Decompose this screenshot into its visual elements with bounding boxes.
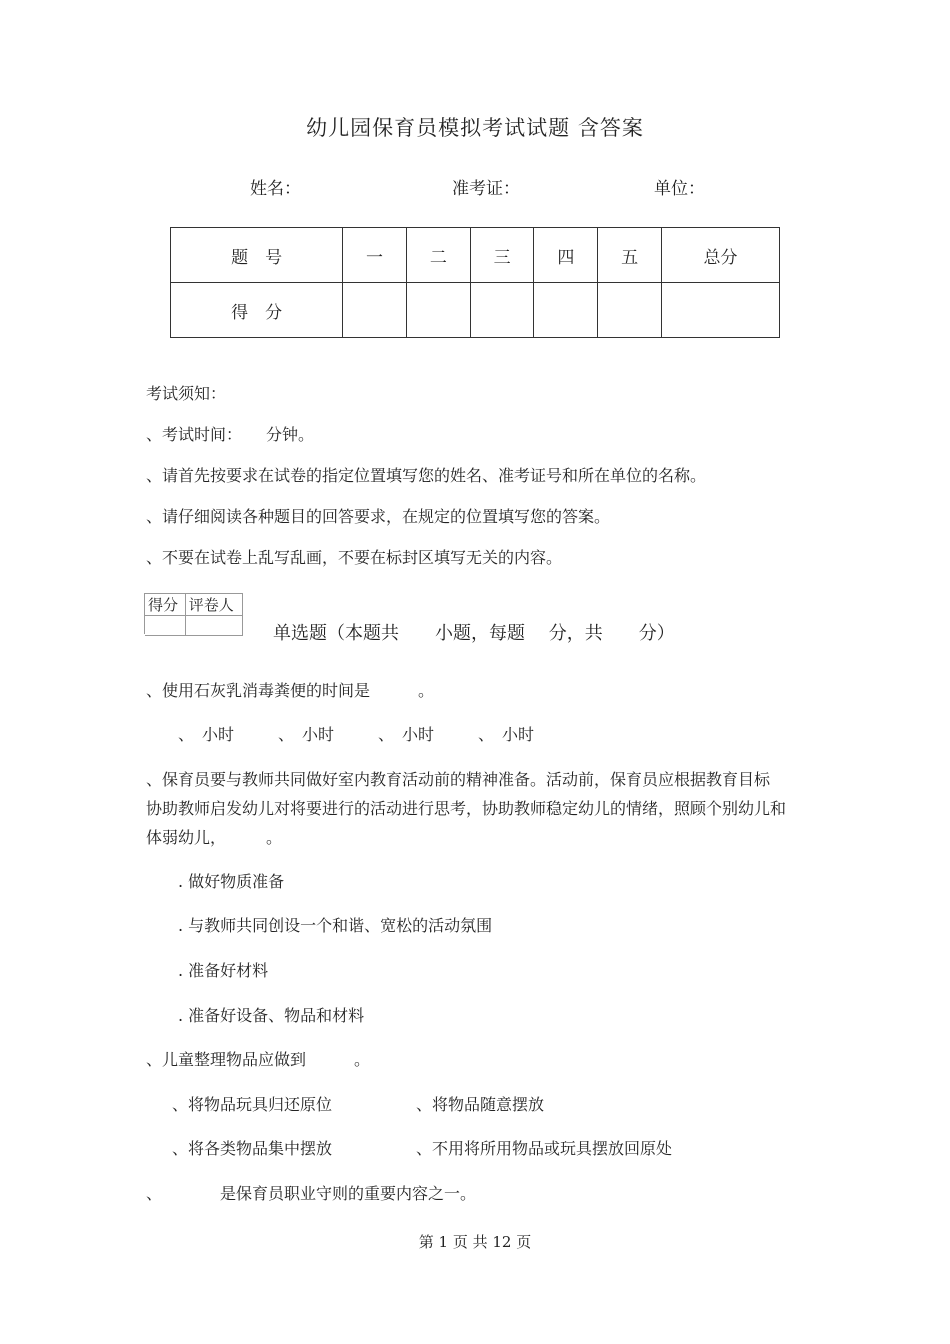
- question-2-option: . 与教师共同创设一个和谐、宽松的活动氛围: [178, 916, 493, 935]
- question-1-option: 、 小时: [178, 725, 235, 744]
- notice-item: 、请首先按要求在试卷的指定位置填写您的姓名、准考证号和所在单位的名称。: [146, 466, 707, 485]
- score-cell[interactable]: [406, 283, 470, 338]
- header-cell: 一: [343, 228, 407, 283]
- grader-box-score-label: 得分: [145, 594, 185, 616]
- ticket-label: 准考证：: [452, 179, 520, 199]
- notice-item: 、不要在试卷上乱写乱画，不要在标封区填写无关的内容。: [146, 548, 563, 567]
- question-2-stem-line: 体弱幼儿， 。: [146, 828, 283, 847]
- score-cell[interactable]: [343, 283, 407, 338]
- header-cell: 二: [406, 228, 470, 283]
- name-label: 姓名：: [250, 179, 301, 199]
- question-4-prefix: 、: [146, 1184, 163, 1203]
- question-2-option: . 准备好材料: [178, 961, 269, 980]
- notice-item: 、考试时间： 分钟。: [146, 425, 315, 444]
- question-2-stem-line: 、保育员要与教师共同做好室内教育活动前的精神准备。活动前，保育员应根据教育目标: [146, 770, 771, 789]
- section-title: 单选题（本题共 小题，每题 分，共 分）: [273, 623, 675, 644]
- notice-item: 、请仔细阅读各种题目的回答要求，在规定的位置填写您的答案。: [146, 507, 611, 526]
- grader-box: [144, 593, 243, 634]
- score-table: [170, 227, 780, 338]
- question-1-option: 、 小时: [378, 725, 435, 744]
- question-2-option: . 准备好设备、物品和材料: [178, 1006, 365, 1025]
- question-1-option: 、 小时: [478, 725, 535, 744]
- header-cell: 总分: [662, 228, 780, 283]
- header-cell: 三: [470, 228, 534, 283]
- score-table-header-row: [171, 228, 780, 283]
- score-cell[interactable]: [534, 283, 598, 338]
- grader-box-grader-cell[interactable]: [185, 616, 242, 636]
- question-3-option: 、不用将所用物品或玩具摆放回原处: [416, 1139, 673, 1158]
- page-footer: 第 1 页 共 12 页: [418, 1233, 532, 1251]
- document-title: 幼儿园保育员模拟考试试题 含答案: [306, 116, 644, 140]
- score-cell[interactable]: [662, 283, 780, 338]
- score-cell[interactable]: [598, 283, 662, 338]
- question-2-option: . 做好物质准备: [178, 872, 285, 891]
- question-4-stem: 是保育员职业守则的重要内容之一。: [220, 1184, 477, 1203]
- score-table-score-row: [171, 283, 780, 338]
- question-3-option: 、将各类物品集中摆放: [172, 1139, 333, 1158]
- question-1-option: 、 小时: [278, 725, 335, 744]
- header-cell: 题 号: [171, 228, 343, 283]
- grader-box-score-cell[interactable]: [145, 616, 185, 636]
- unit-label: 单位：: [654, 179, 705, 199]
- question-3-option: 、将物品玩具归还原位: [172, 1095, 333, 1114]
- question-2-stem-line: 协助教师启发幼儿对将要进行的活动进行思考，协助教师稳定幼儿的情绪，照顾个别幼儿和: [146, 799, 787, 818]
- notice-heading: 考试须知：: [146, 384, 227, 403]
- score-cell[interactable]: [470, 283, 534, 338]
- header-cell: 五: [598, 228, 662, 283]
- header-cell: 四: [534, 228, 598, 283]
- row-label: 得 分: [171, 283, 343, 338]
- grader-box-grader-label: 评卷人: [185, 594, 242, 616]
- question-1-stem: 、使用石灰乳消毒粪便的时间是 。: [146, 681, 435, 700]
- question-3-option: 、将物品随意摆放: [416, 1095, 545, 1114]
- question-3-stem: 、儿童整理物品应做到 。: [146, 1050, 371, 1069]
